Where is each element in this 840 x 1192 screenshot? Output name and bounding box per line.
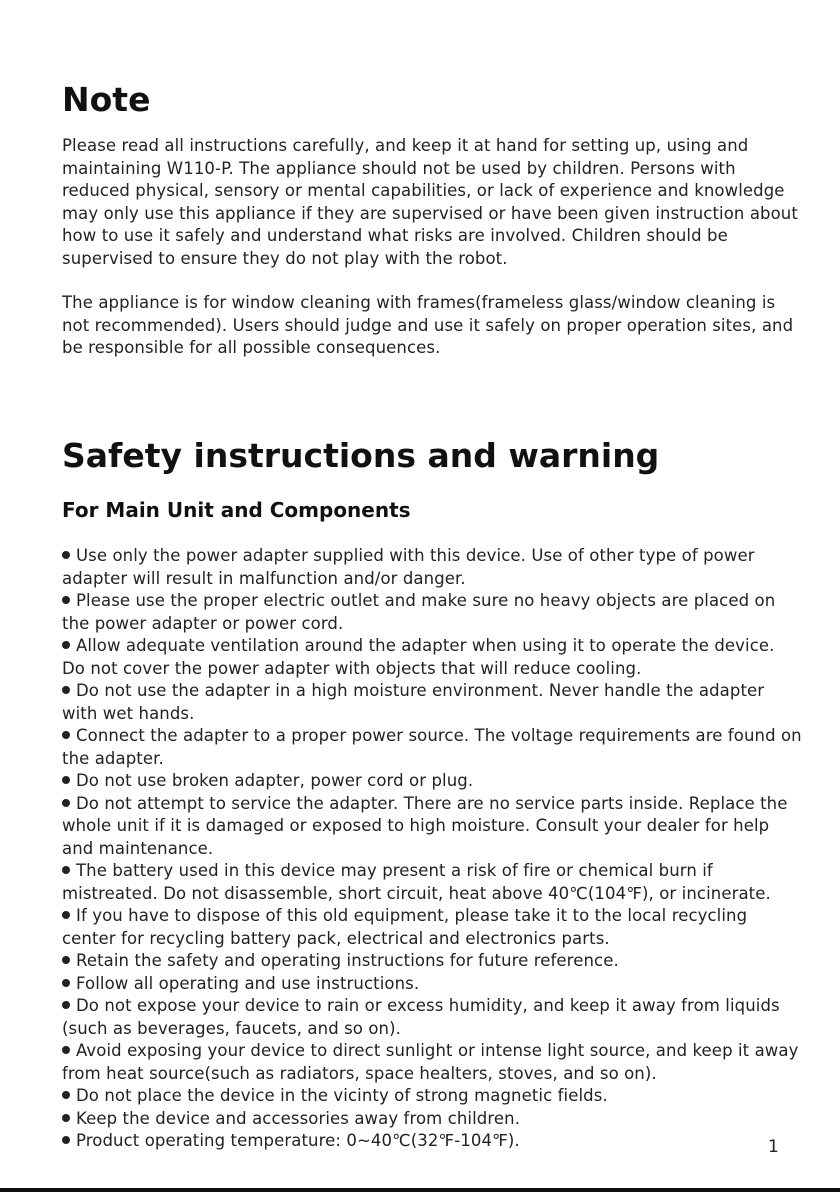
list-item: Do not expose your device to rain or excess humidity, and keep it away from liquids (such as beverages, faucets, and so on). (62, 996, 780, 1038)
bullet-icon (62, 911, 70, 919)
list-item: Use only the power adapter supplied with this device. Use of other type of power adapter will result in malfunction and/or danger. (62, 546, 755, 588)
bullet-icon (62, 799, 70, 807)
safety-subheading: For Main Unit and Components (62, 498, 411, 522)
bullet-icon (62, 1114, 70, 1122)
note-heading: Note (62, 80, 151, 119)
bottom-rule (0, 1188, 840, 1192)
bullet-icon (62, 776, 70, 784)
list-item: Please use the proper electric outlet and make sure no heavy objects are placed on the power adapter or power cord. (62, 591, 776, 633)
bullet-icon (62, 596, 70, 604)
bullet-icon (62, 641, 70, 649)
list-item: Connect the adapter to a proper power source. The voltage requirements are found on the adapter. (62, 726, 802, 768)
list-item: Do not use broken adapter, power cord or plug. (62, 770, 802, 793)
page-number: 1 (768, 1137, 779, 1157)
note-paragraph: Please read all instructions carefully, and keep it at hand for setting up, using and maintaining W110-P. The appliance should not be used by children. Persons with reduced physical, sensory or mental capabilities, or lack of experience and knowledge may only use this appliance if they are supervised or have been given instruction about how to use it safely and understand what risks are involved. Children should be supervised to ensure they do not play with the robot. (62, 136, 798, 268)
list-item: Follow all operating and use instructions. (62, 973, 802, 996)
list-item: Do not place the device in the vicinty of strong magnetic fields. (62, 1085, 802, 1108)
note-body (62, 135, 802, 360)
bullet-icon (62, 731, 70, 739)
bullet-icon (62, 1001, 70, 1009)
bullet-icon (62, 1046, 70, 1054)
list-item: Retain the safety and operating instructions for future reference. (62, 950, 802, 973)
note-paragraph: The appliance is for window cleaning with frames(frameless glass/window cleaning is not recommended). Users should judge and use it safely on proper operation sites, and be responsible for all possible consequences. (62, 293, 794, 357)
list-item: If you have to dispose of this old equipment, please take it to the local recycling center for recycling battery pack, electrical and electronics parts. (62, 906, 748, 948)
list-item: Do not attempt to service the adapter. There are no service parts inside. Replace the whole unit if it is damaged or exposed to high moisture. Consult your dealer for help and maintenance. (62, 793, 788, 858)
bullet-icon (62, 686, 70, 694)
safety-heading: Safety instructions and warning (62, 436, 660, 475)
safety-bullet-list (62, 545, 802, 1153)
list-item: Keep the device and accessories away from children. (62, 1108, 802, 1131)
list-item: Do not use the adapter in a high moisture environment. Never handle the adapter with wet hands. (62, 681, 765, 723)
list-item: The battery used in this device may present a risk of fire or chemical burn if mistreated. Do not disassemble, short circuit, heat above 40℃(104℉), or incinerate. (62, 861, 771, 903)
bullet-icon (62, 956, 70, 964)
list-item: Product operating temperature: 0~40℃(32℉-104℉). (62, 1130, 802, 1153)
list-item: Allow adequate ventilation around the adapter when using it to operate the device. Do not cover the power adapter with objects that will reduce cooling. (62, 636, 775, 678)
list-item: Avoid exposing your device to direct sunlight or intense light source, and keep it away from heat source(such as radiators, space healters, stoves, and so on). (62, 1041, 799, 1083)
bullet-icon (62, 551, 70, 559)
bullet-icon (62, 866, 70, 874)
bullet-icon (62, 1091, 70, 1099)
bullet-icon (62, 1136, 70, 1144)
bullet-icon (62, 979, 70, 987)
